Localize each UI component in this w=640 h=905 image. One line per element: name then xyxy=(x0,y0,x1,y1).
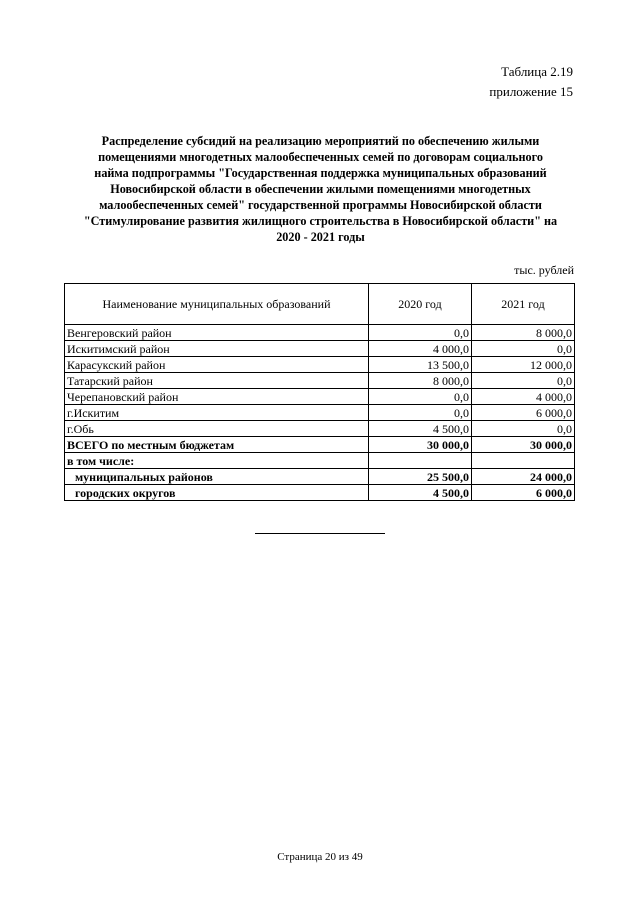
row-value-2020: 0,0 xyxy=(369,405,472,421)
table-row xyxy=(65,405,575,421)
separator-line xyxy=(255,533,385,534)
row-value-2020: 4 500,0 xyxy=(369,421,472,437)
row-value-2020: 8 000,0 xyxy=(369,373,472,389)
table-row xyxy=(65,389,575,405)
total-row xyxy=(65,437,575,453)
urban-districts-row xyxy=(65,485,575,501)
row-value-2021: 0,0 xyxy=(472,341,575,357)
page-number: Страница 20 из 49 xyxy=(277,851,363,863)
row-value-2021: 12 000,0 xyxy=(472,357,575,373)
urban-value-2021: 6 000,0 xyxy=(472,485,575,501)
title-line: Распределение субсидий на реализацию мероприятий по обеспечению жилыми xyxy=(101,134,540,148)
document-title xyxy=(68,133,573,245)
row-name: Карасукский район xyxy=(65,357,369,373)
column-header-name: Наименование муниципальных образований xyxy=(65,284,369,325)
empty-cell xyxy=(369,453,472,469)
row-value-2020: 13 500,0 xyxy=(369,357,472,373)
title-line: 2020 - 2021 годы xyxy=(276,230,365,244)
urban-districts-label: городских округов xyxy=(65,485,369,501)
total-value-2021: 30 000,0 xyxy=(472,437,575,453)
appendix-label: приложение 15 xyxy=(489,84,573,99)
row-value-2021: 6 000,0 xyxy=(472,405,575,421)
municipal-value-2021: 24 000,0 xyxy=(472,469,575,485)
title-line: Новосибирской области в обеспечении жилыми помещениями многодетных xyxy=(110,182,531,196)
municipal-districts-label: муниципальных районов xyxy=(65,469,369,485)
table-number-label: Таблица 2.19 xyxy=(501,64,573,79)
table-row xyxy=(65,421,575,437)
row-name: Венгеровский район xyxy=(65,325,369,341)
municipal-districts-row xyxy=(65,469,575,485)
municipal-value-2020: 25 500,0 xyxy=(369,469,472,485)
row-value-2020: 0,0 xyxy=(369,325,472,341)
empty-cell xyxy=(472,453,575,469)
title-line: найма подпрограммы "Государственная поддержка муниципальных образований xyxy=(94,166,547,180)
row-value-2021: 0,0 xyxy=(472,373,575,389)
row-value-2020: 4 000,0 xyxy=(369,341,472,357)
table-row xyxy=(65,357,575,373)
row-value-2021: 8 000,0 xyxy=(472,325,575,341)
urban-value-2020: 4 500,0 xyxy=(369,485,472,501)
total-label: ВСЕГО по местным бюджетам xyxy=(65,437,369,453)
row-value-2020: 0,0 xyxy=(369,389,472,405)
table-row xyxy=(65,341,575,357)
total-value-2020: 30 000,0 xyxy=(369,437,472,453)
row-name: Искитимский район xyxy=(65,341,369,357)
row-value-2021: 0,0 xyxy=(472,421,575,437)
table-header-row xyxy=(65,284,575,325)
column-header-2020: 2020 год xyxy=(369,284,472,325)
row-name: г.Обь xyxy=(65,421,369,437)
row-name: Татарский район xyxy=(65,373,369,389)
row-name: Черепановский район xyxy=(65,389,369,405)
including-label: в том числе: xyxy=(65,453,369,469)
column-header-2021: 2021 год xyxy=(472,284,575,325)
subsidy-table xyxy=(64,283,575,501)
table-caption xyxy=(489,62,573,102)
title-line: малообеспеченных семей" государственной программы Новосибирской области xyxy=(99,198,542,212)
title-line: "Стимулирование развития жилищного строительства в Новосибирской области" на xyxy=(83,214,558,228)
title-line: помещениями многодетных малообеспеченных семей по договорам социального xyxy=(98,150,543,164)
including-row xyxy=(65,453,575,469)
row-value-2021: 4 000,0 xyxy=(472,389,575,405)
row-name: г.Искитим xyxy=(65,405,369,421)
table-row xyxy=(65,325,575,341)
units-label: тыс. рублей xyxy=(514,263,574,277)
table-row xyxy=(65,373,575,389)
